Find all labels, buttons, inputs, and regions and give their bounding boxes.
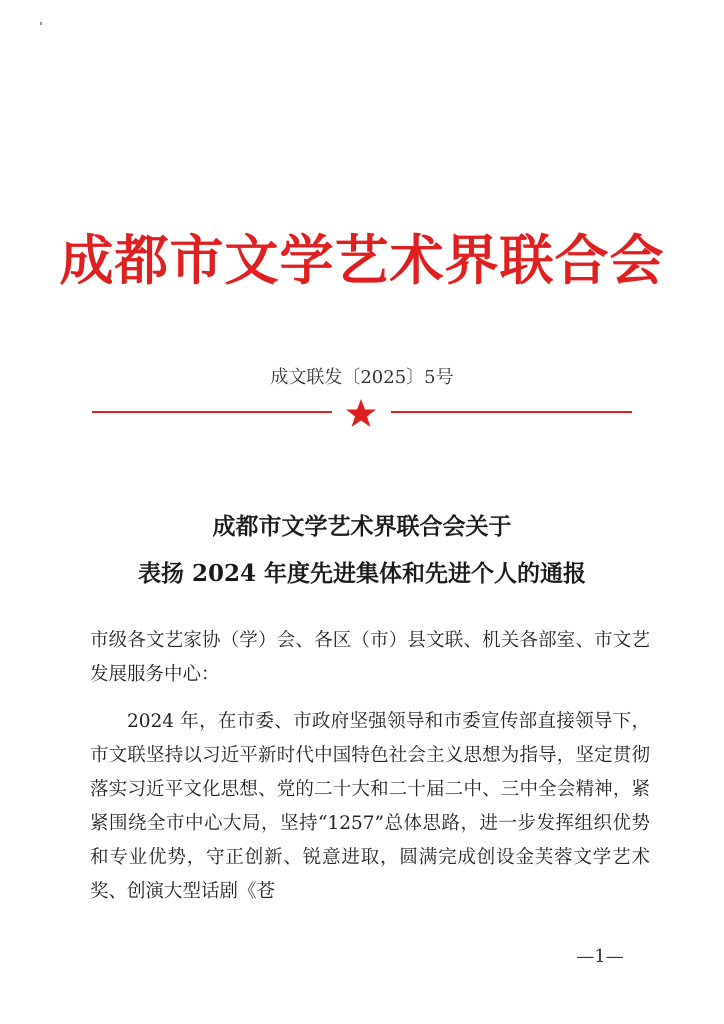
page-number: —1— xyxy=(576,946,624,967)
star-icon xyxy=(344,398,378,428)
document-number: 成文联发〔2025〕5号 xyxy=(270,367,454,388)
document-title-line-1: 成都市文学艺术界联合会关于 xyxy=(212,513,512,540)
issuer-header: 成都市文学艺术界联合会 xyxy=(59,228,665,292)
addressee: 市级各文艺家协（学）会、各区（市）县文联、机关各部室、市文艺发展服务中心： xyxy=(90,630,650,685)
red-divider-right xyxy=(391,411,632,413)
body-paragraph: 2024 年，在市委、市政府坚强领导和市委宣传部直接领导下，市文联坚持以习近平新时代中国特色社会主义思想为指导，坚定贯彻落实习近平文化思想、党的二十大和二十届二中、三中全会精神，紧紧围绕全市中心大局，坚持“1257”总体思路，进一步发挥组织优势和专业优势，守正创新、锐意进取，圆满完成创设金芙蓉文学艺术奖、创演大型话剧《苍 xyxy=(90,711,650,902)
scan-mark xyxy=(40,22,42,25)
red-divider-left xyxy=(92,411,332,413)
document-title-line-2: 表扬 2024 年度先进集体和先进个人的通报 xyxy=(137,560,587,587)
